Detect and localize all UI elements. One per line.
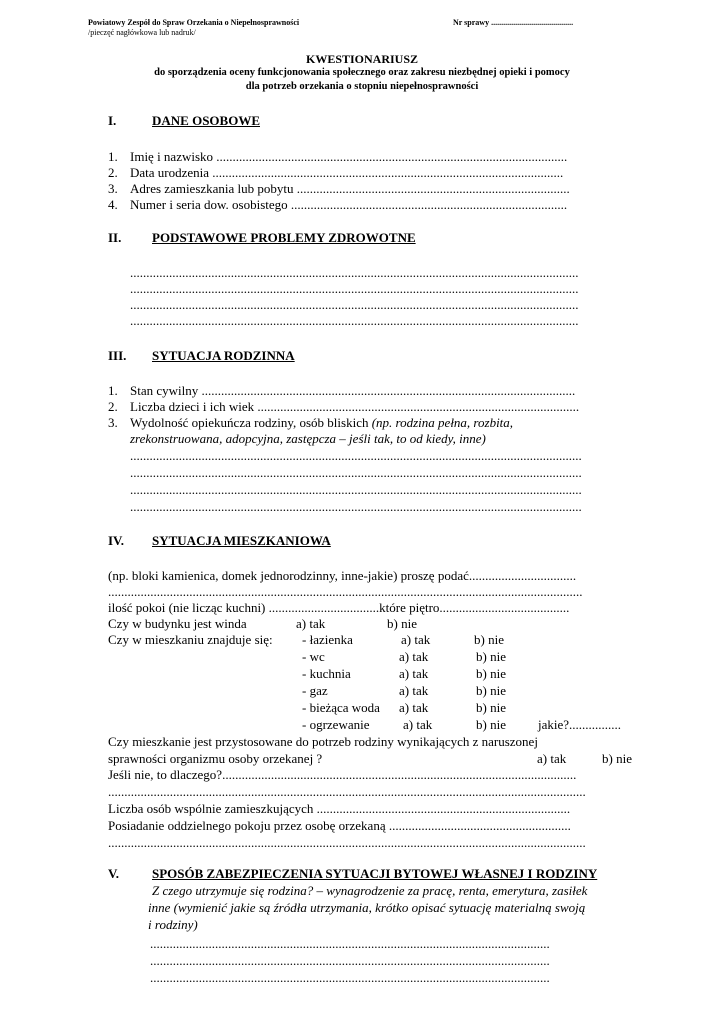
family-care-label: Wydolność opiekuńcza rodziny, osób bliskich — [130, 415, 372, 430]
health-problems-line[interactable]: .......................................................................................................................................... — [130, 298, 579, 311]
amenity-option-yes[interactable]: a) tak — [399, 683, 429, 698]
section-3-title: SYTUACJA RODZINNA — [152, 348, 295, 363]
elevator-question: Czy w budynku jest winda — [108, 616, 247, 631]
health-problems-line[interactable]: .......................................................................................................................................... — [130, 314, 579, 327]
amenity-label: - wc — [302, 649, 325, 664]
amenity-option-yes[interactable]: a) tak — [399, 700, 429, 715]
adaptation-reason-line[interactable]: ................................................................................................................................................... — [108, 785, 586, 798]
section-1-title: DANE OSOBOWE — [152, 113, 260, 128]
section-5-number: V. — [108, 866, 119, 881]
adaptation-question-cont: sprawności organizmu osoby orzekanej ? — [108, 751, 323, 766]
adaptation-question: Czy mieszkanie jest przystosowane do potrzeb rodziny wynikających z naruszonej — [108, 734, 538, 749]
income-question-end: i rodziny) — [148, 917, 198, 932]
amenity-option-yes[interactable]: a) tak — [399, 649, 429, 664]
income-question: Z czego utrzymuje się rodzina? – wynagrodzenie za pracę, renta, emerytura, zasiłek — [152, 883, 588, 898]
housing-type-field[interactable]: (np. bloki kamienica, domek jednorodzinny, inne-jakie) proszę podać................................. — [108, 568, 577, 583]
family-care-hint-cont: zrekonstruowana, adopcyjna, zastępcza – jeśli tak, to od kiedy, inne) — [130, 431, 486, 446]
family-item-number: 2. — [108, 399, 118, 414]
health-problems-line[interactable]: .......................................................................................................................................... — [130, 282, 579, 295]
family-care-line[interactable]: ........................................................................................................................................... — [130, 500, 582, 513]
children-field[interactable]: Liczba dzieci i ich wiek ................................................................................................... — [130, 399, 580, 414]
amenity-option-no[interactable]: b) nie — [476, 666, 506, 681]
institution-name: Powiatowy Zespół do Spraw Orzekania o Niepełnosprawności — [88, 18, 300, 27]
amenity-option-yes[interactable]: a) tak — [401, 632, 431, 647]
amenity-label: - kuchnia — [302, 666, 351, 681]
family-item-number: 3. — [108, 415, 118, 430]
amenity-option-yes[interactable]: a) tak — [403, 717, 433, 732]
section-2-title: PODSTAWOWE PROBLEMY ZDROWOTNE — [152, 230, 416, 245]
document-subtitle-line2: dla potrzeb orzekania o stopniu niepełnosprawności — [245, 81, 479, 92]
adaptation-option-yes[interactable]: a) tak — [537, 751, 567, 766]
health-problems-line[interactable]: .......................................................................................................................................... — [130, 266, 579, 279]
amenity-label: - ogrzewanie — [302, 717, 370, 732]
section-3-number: III. — [108, 348, 127, 363]
family-care-line[interactable]: ........................................................................................................................................... — [130, 449, 582, 462]
marital-status-field[interactable]: Stan cywilny ................................................................................................................... — [130, 383, 576, 398]
stamp-note: /pieczęć nagłówkowa lub nadruk/ — [88, 28, 196, 37]
amenity-option-no[interactable]: b) nie — [476, 700, 506, 715]
personal-item-number: 1. — [108, 149, 118, 164]
amenity-option-no[interactable]: b) nie — [476, 717, 506, 732]
section-4-title: SYTUACJA MIESZKANIOWA — [152, 533, 331, 548]
own-room-field[interactable]: Posiadanie oddzielnego pokoju przez osobę orzekaną ........................................................ — [108, 818, 571, 833]
amenity-label: - bieżąca woda — [302, 700, 380, 715]
amenity-option-yes[interactable]: a) tak — [399, 666, 429, 681]
id-number-field[interactable]: Numer i seria dow. osobistego ..................................................................................... — [130, 197, 568, 212]
name-field[interactable]: Imię i nazwisko ............................................................................................................ — [130, 149, 568, 164]
income-line[interactable]: ........................................................................................................................... — [150, 937, 550, 950]
section-5-title: SPOSÓB ZABEZPIECZENIA SYTUACJI BYTOWEJ WŁASNEJ I RODZINY — [152, 866, 598, 881]
amenities-question: Czy w mieszkaniu znajduje się: — [108, 632, 273, 647]
document-title: KWESTIONARIUSZ — [305, 52, 419, 66]
section-4-number: IV. — [108, 533, 125, 548]
heating-type-field[interactable]: jakie?................ — [538, 717, 622, 732]
elevator-option-no[interactable]: b) nie — [387, 616, 417, 631]
amenity-option-no[interactable]: b) nie — [476, 649, 506, 664]
income-line[interactable]: ........................................................................................................................... — [150, 971, 550, 984]
family-care-line[interactable]: ........................................................................................................................................... — [130, 466, 582, 479]
housing-type-line[interactable]: .................................................................................................................................................. — [108, 585, 583, 598]
family-care-line[interactable]: ........................................................................................................................................... — [130, 483, 582, 496]
family-care-hint: (np. rodzina pełna, rozbita, — [371, 415, 514, 430]
own-room-line[interactable]: ................................................................................................................................................... — [108, 836, 586, 849]
rooms-floor-field[interactable]: ilość pokoi (nie licząc kuchni) ..................................które piętro........................................ — [108, 600, 570, 615]
amenity-label: - gaz — [302, 683, 328, 698]
household-size-field[interactable]: Liczba osób wspólnie zamieszkujących .............................................................................. — [108, 801, 571, 816]
section-2-number: II. — [108, 230, 122, 245]
elevator-option-yes[interactable]: a) tak — [296, 616, 326, 631]
income-line[interactable]: ........................................................................................................................... — [150, 954, 550, 967]
case-number-field[interactable]: Nr sprawy ......................................... — [453, 18, 574, 27]
section-1-number: I. — [108, 113, 117, 128]
personal-item-number: 3. — [108, 181, 118, 196]
personal-item-number: 4. — [108, 197, 118, 212]
family-item-number: 1. — [108, 383, 118, 398]
birth-date-field[interactable]: Data urodzenia ............................................................................................................ — [130, 165, 564, 180]
amenity-option-no[interactable]: b) nie — [474, 632, 504, 647]
amenity-label: - łazienka — [302, 632, 353, 647]
family-care-question — [130, 416, 513, 429]
income-question-cont: inne (wymienić jakie są źródła utrzymania, krótko opisać sytuację materialną swoją — [148, 900, 586, 915]
document-subtitle-line1: do sporządzenia oceny funkcjonowania społecznego oraz zakresu niezbędnej opieki i pomocy — [154, 67, 570, 78]
personal-item-number: 2. — [108, 165, 118, 180]
amenity-option-no[interactable]: b) nie — [476, 683, 506, 698]
adaptation-reason-field[interactable]: Jeśli nie, to dlaczego?............................................................................................................. — [108, 767, 577, 782]
address-field[interactable]: Adres zamieszkania lub pobytu .................................................................................... — [130, 181, 570, 196]
adaptation-option-no[interactable]: b) nie — [602, 751, 632, 766]
